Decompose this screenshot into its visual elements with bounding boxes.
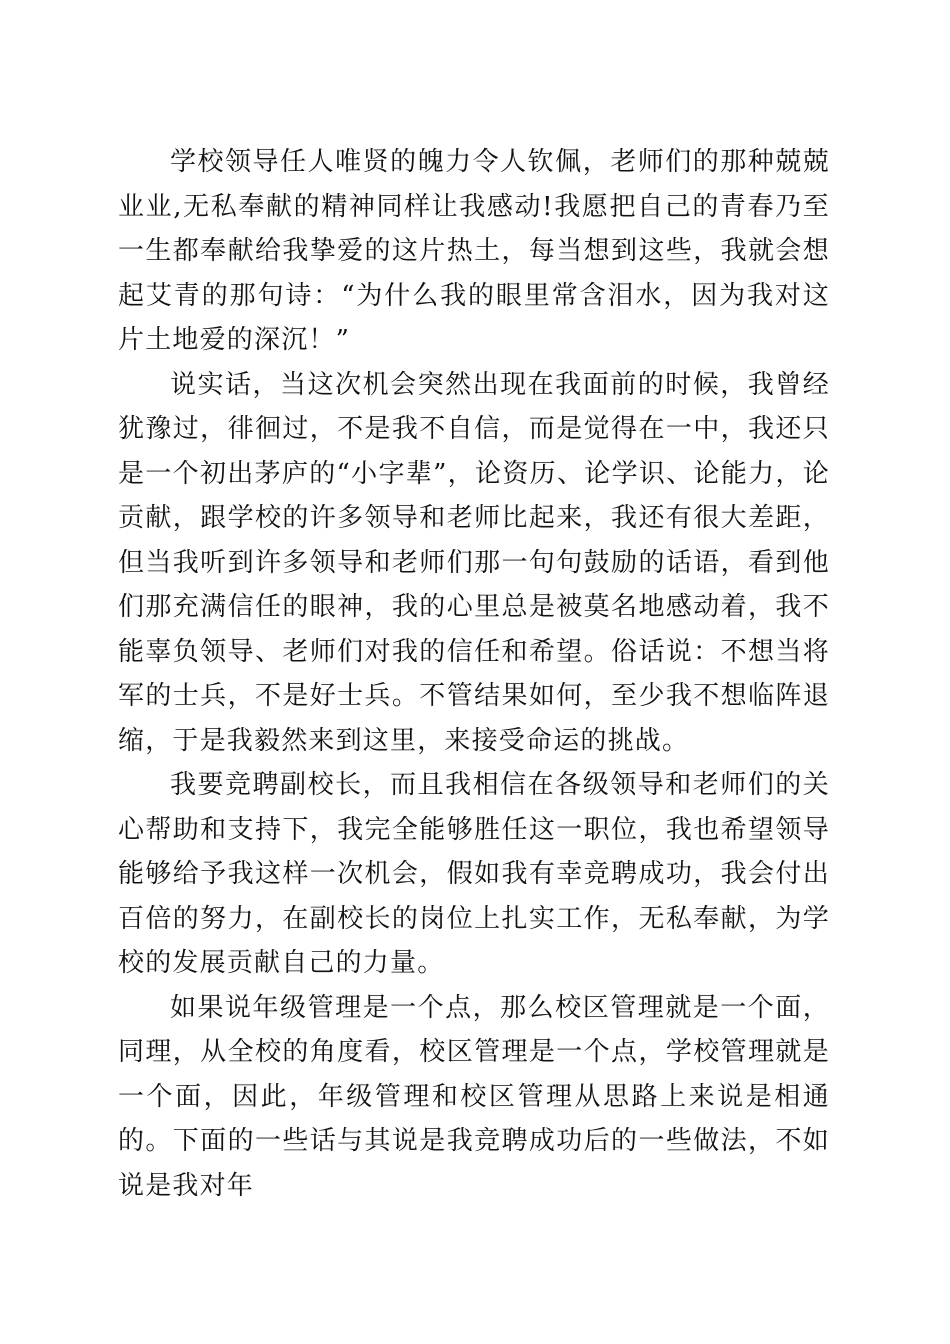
paragraph-4: 如果说年级管理是一个点，那么校区管理就是一个面，同理，从全校的角度看，校区管理是一个点，学校管理就是一个面，因此，年级管理和校区管理从思路上来说是相通的。下面的一些话与其说是我竞聘成功后的一些做法，不如说是我对年 (118, 992, 830, 1201)
document-body (118, 140, 830, 1208)
paragraph-3: 我要竞聘副校长，而且我相信在各级领导和老师们的关心帮助和支持下，我完全能够胜任这一职位，我也希望领导能够给予我这样一次机会，假如我有幸竞聘成功，我会付出百倍的努力，在副校长的岗位上扎实工作，无私奉献，为学校的发展贡献自己的力量。 (118, 770, 830, 978)
paragraph-2: 说实话，当这次机会突然出现在我面前的时候，我曾经犹豫过，徘徊过，不是我不自信，而是觉得在一中，我还只是一个初出茅庐的“小字辈”，论资历、论学识、论能力，论贡献，跟学校的许多领导和老师比起来，我还有很大差距，但当我听到许多领导和老师们那一句句鼓励的话语，看到他们那充满信任的眼神，我的心里总是被莫名地感动着，我不能辜负领导、老师们对我的信任和希望。俗话说：不想当将军的士兵，不是好士兵。不管结果如何，至少我不想临阵退缩，于是我毅然来到这里，来接受命运的挑战。 (118, 369, 830, 756)
paragraph-1: 学校领导任人唯贤的魄力令人钦佩，老师们的那种兢兢业业,无私奉献的精神同样让我感动!我愿把自己的青春乃至一生都奉献给我挚爱的这片热土，每当想到这些，我就会想起艾青的那句诗：“为什么我的眼里常含泪水，因为我对这片土地爱的深沉！” (118, 147, 830, 355)
